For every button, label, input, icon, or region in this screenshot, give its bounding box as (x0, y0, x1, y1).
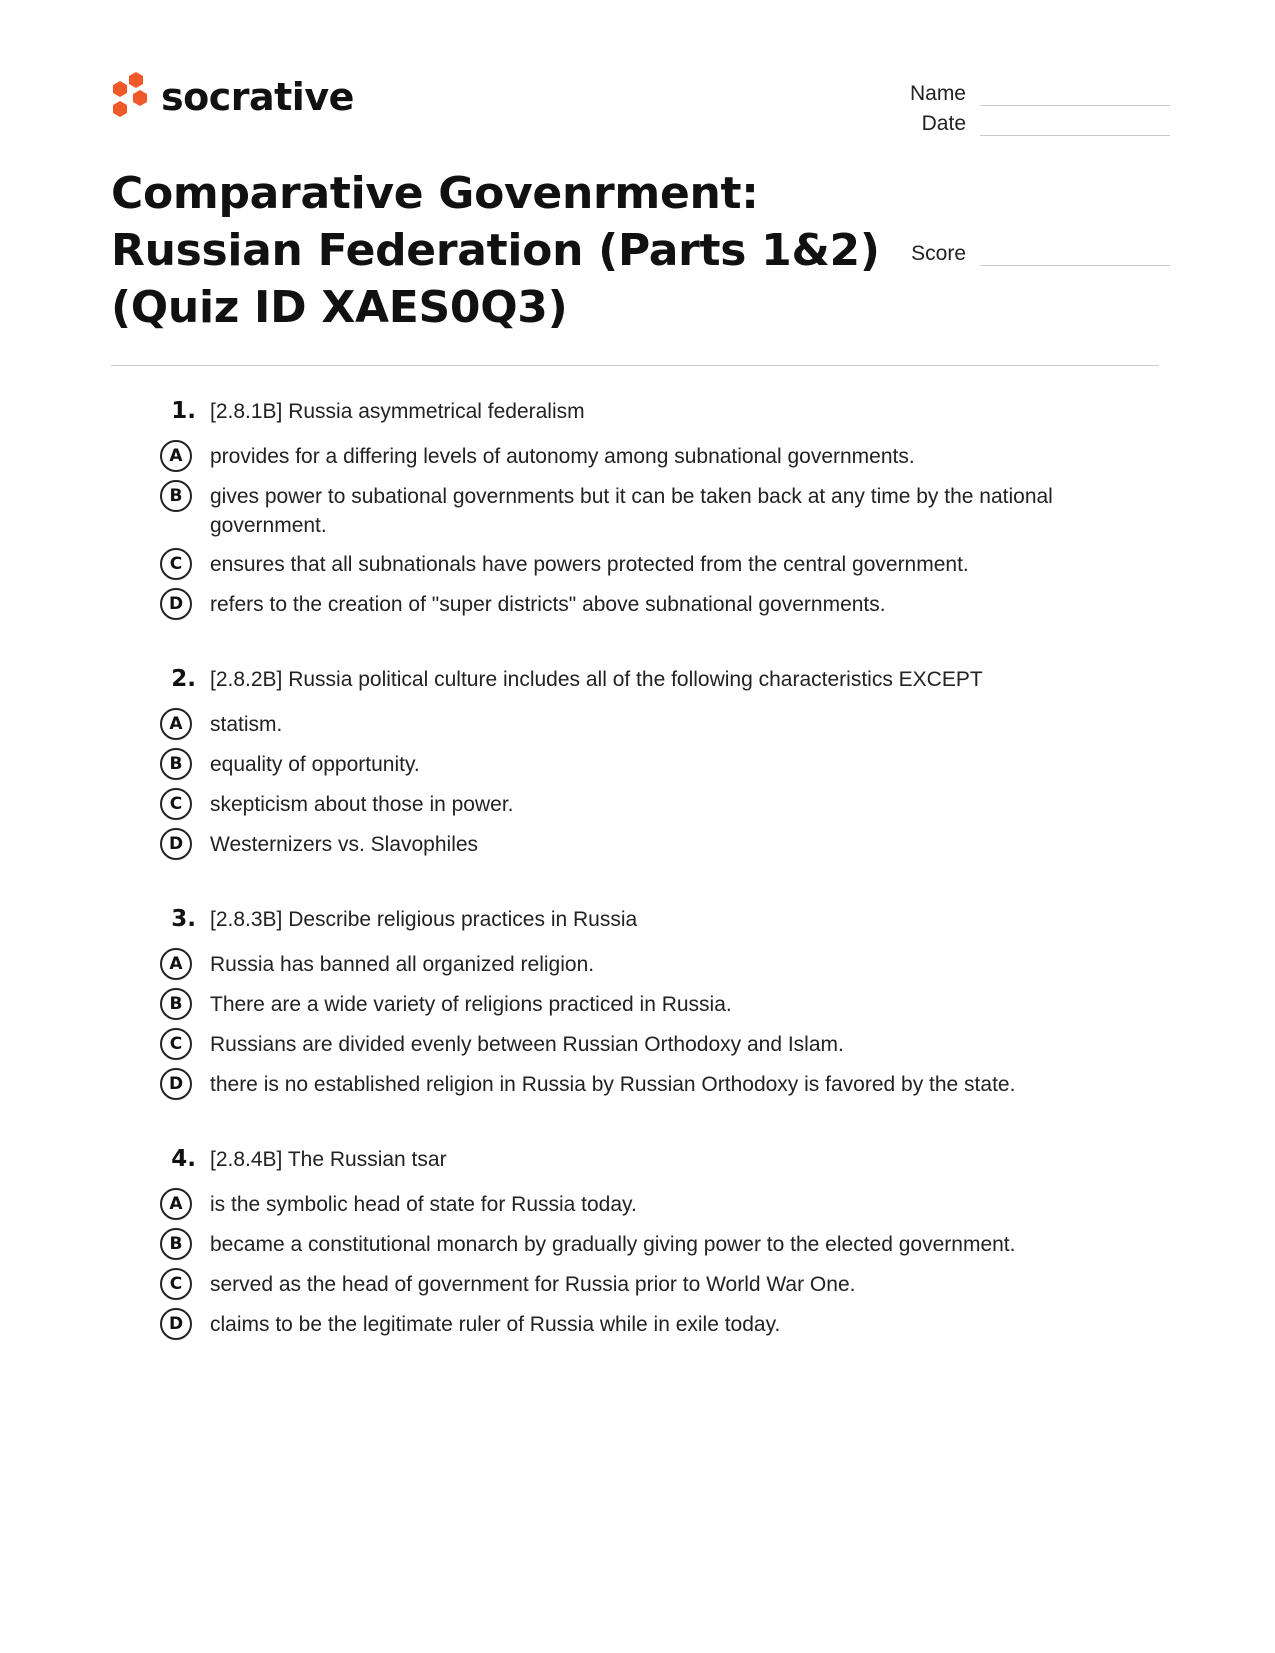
choice-text: Russians are divided evenly between Russian Orthodoxy and Islam. (210, 1033, 844, 1056)
title-line-3: (Quiz ID XAES0Q3) (111, 282, 568, 333)
answer-bubble[interactable]: C (160, 1268, 192, 1300)
question-text: [2.8.2B] Russia political culture includes all of the following characteristics EXCEPT (210, 668, 983, 691)
choice-text: served as the head of government for Russia prior to World War One. (210, 1273, 856, 1296)
header-divider (111, 365, 1159, 366)
answer-bubble[interactable]: A (160, 948, 192, 980)
score-field-wrap (880, 236, 1170, 266)
choice-text: ensures that all subnationals have powers protected from the central government. (210, 553, 969, 576)
choice-d[interactable] (160, 830, 1120, 860)
answer-bubble[interactable]: C (160, 788, 192, 820)
choice-a[interactable] (160, 442, 1120, 472)
question-text: [2.8.1B] Russia asymmetrical federalism (210, 400, 585, 423)
answer-bubble[interactable]: D (160, 1068, 192, 1100)
answer-bubble[interactable]: C (160, 548, 192, 580)
question-number: 3. (171, 906, 196, 932)
choice-text: refers to the creation of "super districts" above subnational governments. (210, 593, 886, 616)
question-list (160, 398, 1120, 1386)
choice-c[interactable] (160, 1030, 1120, 1060)
brand-name: socrative (161, 75, 354, 119)
answer-bubble[interactable]: B (160, 988, 192, 1020)
answer-bubble[interactable]: A (160, 1188, 192, 1220)
name-label: Name (909, 82, 966, 105)
choice-b[interactable] (160, 1230, 1120, 1260)
answer-bubble[interactable]: D (160, 828, 192, 860)
title-line-2: Russian Federation (Parts 1&2) (111, 225, 880, 276)
answer-bubble[interactable]: B (160, 1228, 192, 1260)
choice-d[interactable] (160, 590, 1120, 620)
choice-text: is the symbolic head of state for Russia today. (210, 1193, 637, 1216)
date-label: Date (921, 112, 966, 135)
choice-text: There are a wide variety of religions practiced in Russia. (210, 993, 732, 1016)
answer-bubble[interactable]: C (160, 1028, 192, 1060)
choice-text: Russia has banned all organized religion. (210, 953, 595, 976)
socrative-logo-icon (111, 72, 149, 122)
answer-bubble[interactable]: D (160, 1308, 192, 1340)
question-2 (160, 666, 1120, 860)
choice-a[interactable] (160, 1190, 1120, 1220)
score-line[interactable] (980, 245, 1170, 266)
score-field[interactable] (880, 236, 1170, 266)
choice-text: became a constitutional monarch by gradually giving power to the elected government. (210, 1233, 1016, 1256)
choice-text: Westernizers vs. Slavophiles (210, 833, 479, 856)
choice-text: provides for a differing levels of autonomy among subnational governments. (210, 445, 915, 468)
question-number: 1. (171, 398, 196, 424)
choice-text: skepticism about those in power. (210, 793, 514, 816)
date-field[interactable] (880, 106, 1170, 136)
question-4 (160, 1146, 1120, 1340)
choice-b[interactable] (160, 482, 1120, 540)
answer-bubble[interactable]: A (160, 708, 192, 740)
question-3 (160, 906, 1120, 1100)
choice-c[interactable] (160, 1270, 1120, 1300)
choice-text: gives power to subational governments but it can be taken back at any time by the national government. (210, 485, 1053, 537)
socrative-logo (111, 72, 354, 122)
answer-bubble[interactable]: B (160, 748, 192, 780)
quiz-title (111, 165, 891, 336)
choice-d[interactable] (160, 1310, 1120, 1340)
name-field[interactable] (880, 76, 1170, 106)
choice-text: statism. (210, 713, 283, 736)
question-1 (160, 398, 1120, 620)
title-line-1: Comparative Govenrment: (111, 168, 759, 219)
answer-bubble[interactable]: B (160, 480, 192, 512)
choice-c[interactable] (160, 790, 1120, 820)
choice-b[interactable] (160, 750, 1120, 780)
question-text: [2.8.3B] Describe religious practices in Russia (210, 908, 638, 931)
choice-c[interactable] (160, 550, 1120, 580)
choice-b[interactable] (160, 990, 1120, 1020)
choice-a[interactable] (160, 710, 1120, 740)
score-label: Score (911, 242, 966, 265)
choice-a[interactable] (160, 950, 1120, 980)
answer-bubble[interactable]: A (160, 440, 192, 472)
question-text: [2.8.4B] The Russian tsar (210, 1148, 447, 1171)
student-info-fields (880, 76, 1170, 136)
answer-bubble[interactable]: D (160, 588, 192, 620)
choice-text: there is no established religion in Russia by Russian Orthodoxy is favored by the state. (210, 1073, 1016, 1096)
choice-d[interactable] (160, 1070, 1120, 1100)
choice-text: claims to be the legitimate ruler of Russia while in exile today. (210, 1313, 781, 1336)
choice-text: equality of opportunity. (210, 753, 420, 776)
question-number: 2. (171, 666, 196, 692)
name-line[interactable] (980, 85, 1170, 106)
date-line[interactable] (980, 115, 1170, 136)
question-number: 4. (171, 1146, 196, 1172)
